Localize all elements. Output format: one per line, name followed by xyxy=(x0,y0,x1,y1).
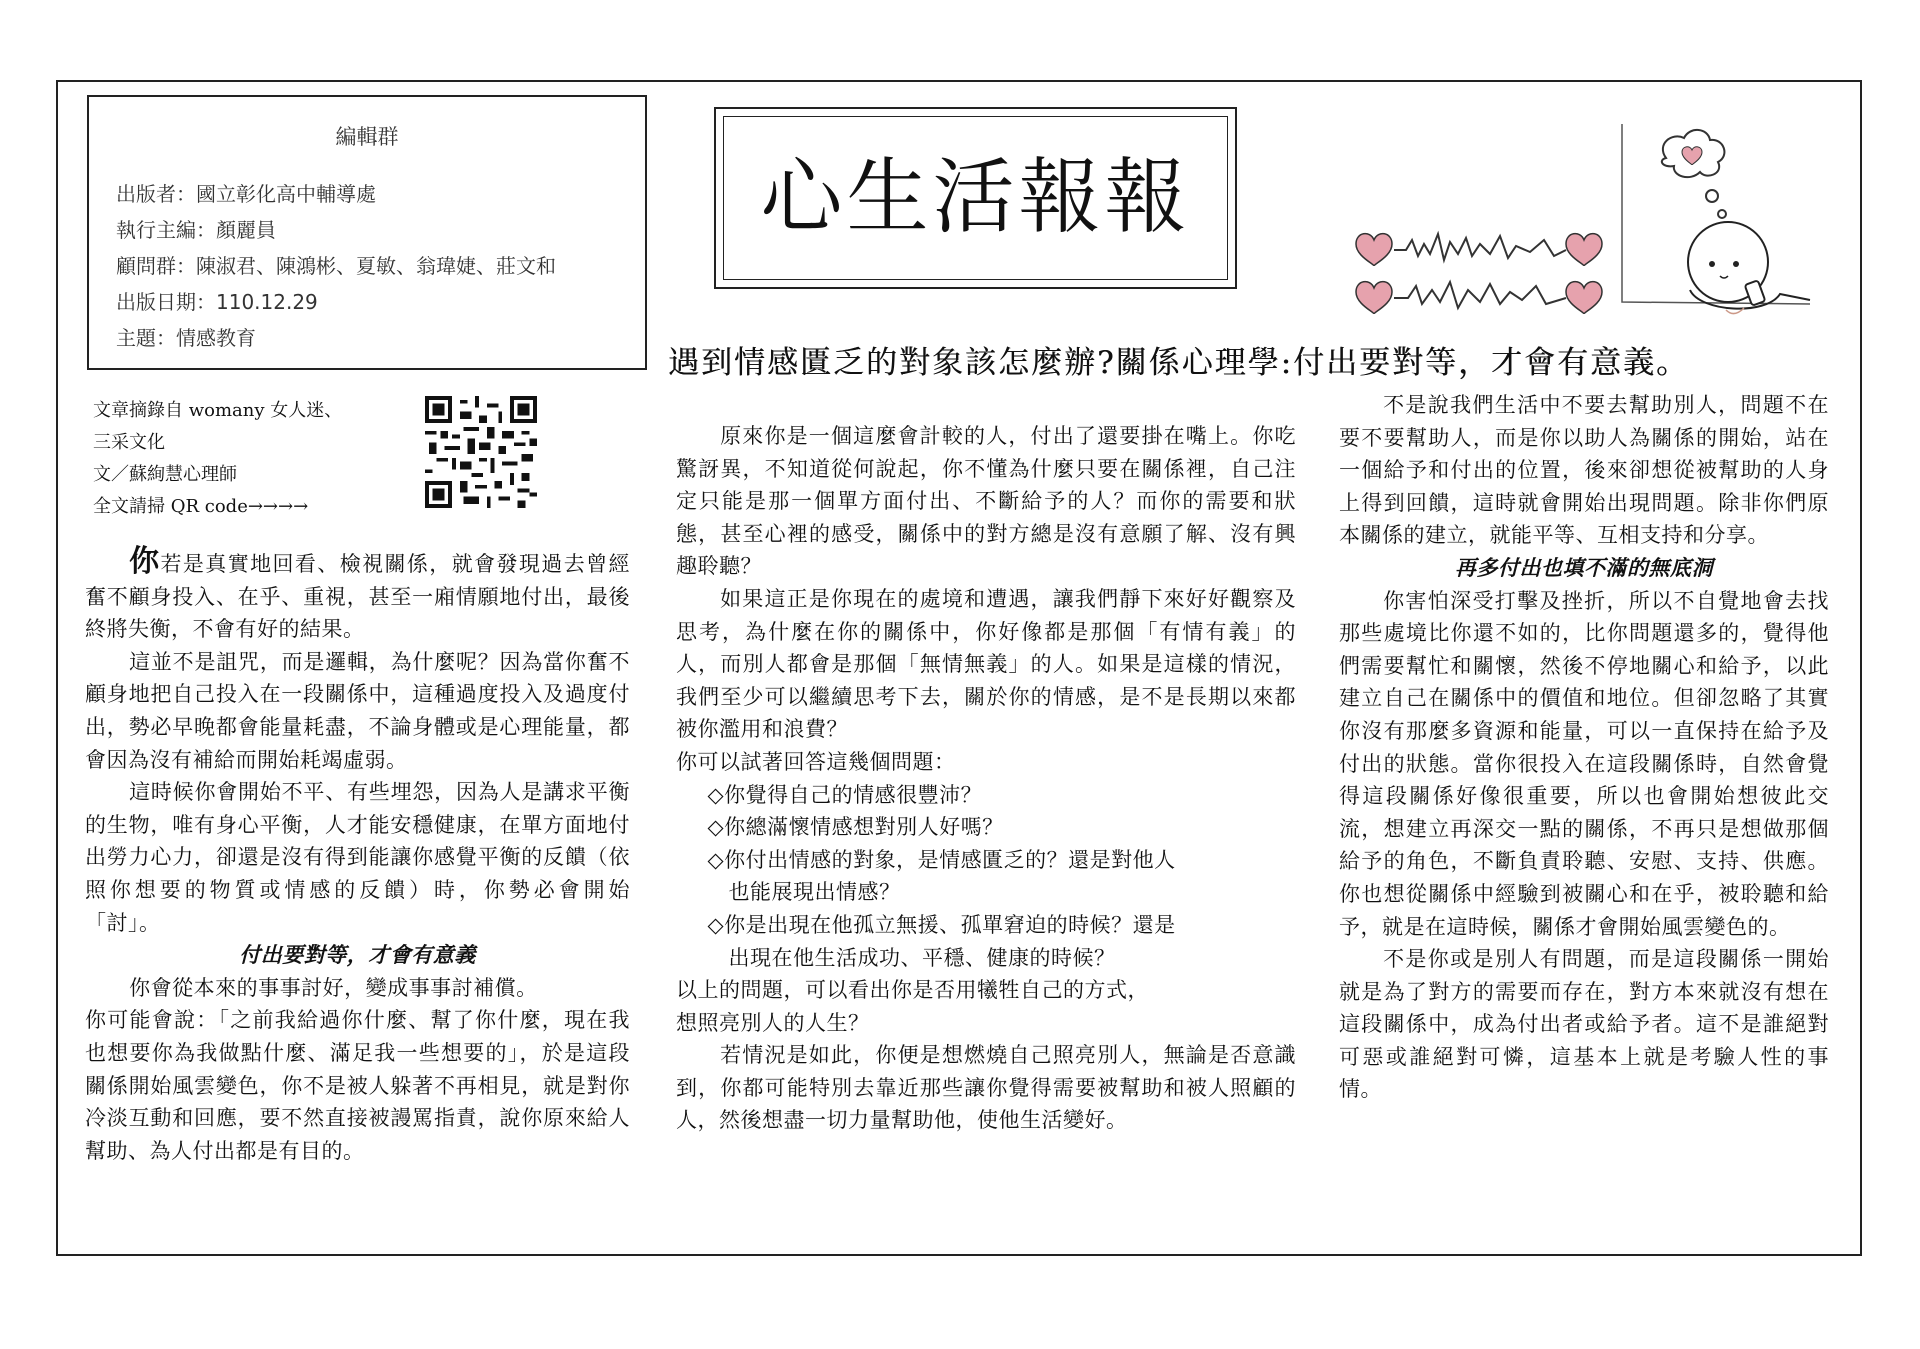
question-item: ◇你是出現在他孤立無援、孤單窘迫的時候？還是 xyxy=(707,912,1176,937)
paragraph: 不是說我們生活中不要去幫助別人，問題不在要不要幫助人，而是你以助人為關係的開始，站在一個給予和付出的位置，後來卻想從被幫助的人身上得到回饋，這時就會開始出現問題。除非你們原本關係的建立，就能平等、互相支持和分享。 xyxy=(1339,393,1829,548)
article-column-left xyxy=(85,546,630,1167)
question-item: ◇你總滿懷情感想對別人好嗎？ xyxy=(707,815,1004,840)
question-item-continued: 也能展現出情感？ xyxy=(728,880,901,905)
date-line: 出版日期：110.12.29 xyxy=(116,290,318,314)
paragraph: 若情況是如此，你便是想燃燒自己照亮別人，無論是否意識到，你都可能特別去靠近那些讓你覺得需要被幫助和被人照顧的人，然後想盡一切力量幫助他，使他生活變好。 xyxy=(676,1043,1296,1133)
paragraph: 你可能會說：「之前我給過你什麼、幫了你什麼，現在我也想要你為我做點什麼、滿足我一些想要的」，於是這段關係開始風雲變色，你不是被人躲著不再相見，就是對你冷淡互動和回應，要不然直接被謾罵指責，說你原來給人幫助、為人付出都是有目的。 xyxy=(85,1008,630,1163)
masthead-inner-frame xyxy=(723,116,1228,280)
paragraph: 你害怕深受打擊及挫折，所以不自覺地會去找那些處境比你還不如的，比你問題還多的，覺得他們需要幫忙和關懷，然後不停地關心和給予，以此建立自己在關係中的價值和地位。但卻忽略了其實你沒有那麼多資源和能量，可以一直保持在給予及付出的狀態。當你很投入在這段關係時，自然會覺得這段關係好像很重要，所以也會開始想彼此交流，想建立再深交一點的關係，不再只是想做那個給予的角色，不斷負責聆聽、安慰、支持、供應。你也想從關係中經驗到被關心和在乎，被聆聽和給予，就是在這時候，關係才會開始風雲變色的。 xyxy=(1339,588,1829,939)
source-line-2: 三采文化 xyxy=(93,432,165,453)
character-drawing xyxy=(1622,124,1810,314)
section-subheading: 再多付出也填不滿的無底洞 xyxy=(1455,554,1713,580)
article-column-right xyxy=(1339,389,1829,1106)
paragraph: 想照亮別人的人生？ xyxy=(676,1010,870,1035)
source-line-3: 文／蘇絢慧心理師 xyxy=(93,464,237,485)
qr-code[interactable] xyxy=(425,396,537,508)
character-eye xyxy=(1709,261,1715,267)
masthead-title: 心生活報報 xyxy=(760,150,1191,245)
paragraph: 如果這正是你現在的處境和遭遇，讓我們靜下來好好觀察及思考，為什麼在你的關係中，你好像都是那個「有情有義」的人，而別人都會是那個「無情無義」的人。如果是這樣的情況，我們至少可以繼續思考下去，關於你的情感，是不是長期以來都被你濫用和浪費？ xyxy=(676,586,1296,742)
paragraph: 你會從本來的事事討好，變成事事討補償。 xyxy=(129,975,538,1000)
heart-icon xyxy=(1566,234,1602,266)
source-line-1: 文章摘錄自 womany 女人迷、 xyxy=(93,400,343,421)
heart-icon xyxy=(1356,234,1392,266)
advisors-line: 顧問群：陳淑君、陳鴻彬、夏敏、翁瑋婕、莊文和 xyxy=(116,254,556,278)
source-line-4: 全文請掃 QR code→→→→ xyxy=(93,496,309,517)
heartbeat-line xyxy=(1394,234,1566,260)
chief-editor-line: 執行主編：顏麗員 xyxy=(116,218,276,242)
section-subheading: 付出要對等，才會有意義 xyxy=(239,942,476,968)
heart-icon xyxy=(1356,282,1392,314)
article-column-middle xyxy=(676,420,1296,1137)
paragraph: 不是你或是別人有問題，而是這段關係一開始就是為了對方的需要而存在，對方本來就沒有想在這段關係中，成為付出者或給予者。這不是誰絕對可惡或誰絕對可憐，這基本上就是考驗人性的事情。 xyxy=(1339,947,1829,1102)
masthead-box xyxy=(714,107,1237,289)
heartbeat-line xyxy=(1394,282,1566,308)
theme-line: 主題：情感教育 xyxy=(116,326,256,350)
headline: 遇到情感匱乏的對象該怎麼辦?關係心理學:付出要對等，才會有意義。 xyxy=(668,345,1690,381)
publisher-line: 出版者：國立彰化高中輔導處 xyxy=(116,182,376,206)
editors-box xyxy=(87,95,647,370)
paragraph: 這並不是詛咒，而是邏輯，為什麼呢？因為當你奮不顧身地把自己投入在一段關係中，這種過度投入及過度付出，勢必早晚都會能量耗盡，不論身體或是心理能量，都會因為沒有補給而開始耗竭虛弱。 xyxy=(85,649,630,772)
character-eye xyxy=(1733,261,1739,267)
thought-dot xyxy=(1718,210,1726,218)
editors-title: 編輯群 xyxy=(335,125,399,149)
paragraph: 這時候你會開始不平、有些埋怨，因為人是講求平衡的生物，唯有身心平衡，人才能安穩健康，在單方面地付出勞力心力，卻還是沒有得到能讓你感覺平衡的反饋（依照你想要的物質或情感的反饋）時，你勢必會開始「討」。 xyxy=(85,780,630,935)
question-item: ◇你付出情感的對象，是情感匱乏的？還是對他人 xyxy=(707,847,1176,872)
paragraph: 原來你是一個這麼會計較的人，付出了還要掛在嘴上。你吃驚訝異，不知道從何說起，你不懂為什麼只要在關係裡，自己注定只能是那一個單方面付出、不斷給予的人？而你的需要和狀態，甚至心裡的感受，關係中的對方總是沒有意願了解、沒有興趣聆聽？ xyxy=(676,424,1296,579)
paragraph: 以上的問題，可以看出你是否用犧牲自己的方式， xyxy=(676,978,1149,1003)
heart-icon xyxy=(1566,282,1602,314)
question-item: ◇你覺得自己的情感很豐沛？ xyxy=(707,782,983,807)
heart-wave-top xyxy=(1356,234,1602,266)
decoration-illustration xyxy=(1340,104,1820,328)
thought-dot xyxy=(1706,190,1718,202)
paragraph: 你可以試著回答這幾個問題： xyxy=(676,749,956,774)
paragraph: 若是真實地回看、檢視關係，就會發現過去曾經奮不顧身投入、在乎、重視，甚至一廂情願地付出，最後終將失衡，不會有好的結果。 xyxy=(85,552,631,642)
question-item-continued: 出現在他生活成功、平穩、健康的時候？ xyxy=(728,945,1116,970)
heart-wave-bottom xyxy=(1356,282,1602,314)
dropcap: 你 xyxy=(129,544,161,579)
